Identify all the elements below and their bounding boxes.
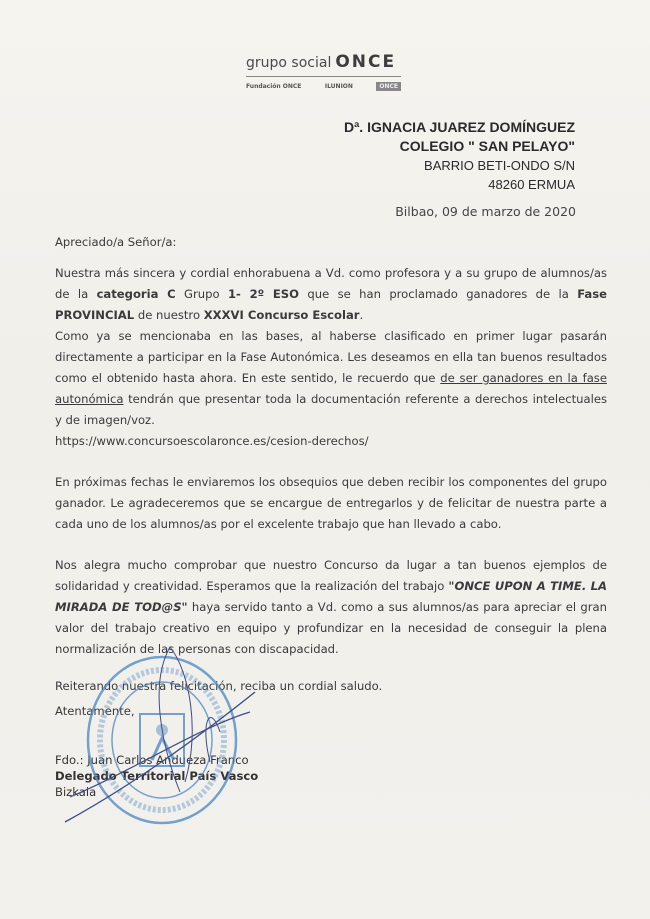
rights-link[interactable]: https://www.concursoescolaronce.es/cesion-derechos/ <box>55 434 369 448</box>
recipient-school: COLEGIO " SAN PELAYO" <box>399 138 575 154</box>
paragraph-work <box>55 555 607 660</box>
work-title: "ONCE UPON A TIME. LA MIRADA DE TOD@S" <box>55 579 607 614</box>
signer-location: Bizkaia <box>55 785 97 799</box>
paragraph-gifts: En próximas fechas le enviaremos los obsequios que deben recibir los componentes del grupo ganador. Le agradeceremos que se encargue de entregarlos y de felicitar de nuestra parte a cada uno de los alumnos/as por el excelente trabajo que han llevado a cabo. <box>55 475 607 531</box>
logo-text-label: grupo social <box>246 55 332 71</box>
signer-title: Delegado Territorial País Vasco <box>55 769 259 783</box>
signature-block <box>55 752 607 800</box>
greeting: Apreciado/a Señor/a: <box>55 235 177 249</box>
paragraph-congratulations <box>55 263 607 326</box>
closing: Reiterando nuestra felicitación, reciba un cordial saludo. <box>55 679 383 693</box>
signed-by: Fdo.: Juan Carlos Andueza Franco <box>55 753 249 767</box>
logo-brand: ONCE <box>335 52 397 72</box>
once-logo: ONCE <box>376 82 401 91</box>
recipient-name: Dª. IGNACIA JUAREZ DOMÍNGUEZ <box>344 119 575 135</box>
text: . <box>359 308 364 322</box>
group: 1- 2º ESO <box>227 287 300 301</box>
contest-name: XXXVI Concurso Escolar <box>203 308 360 322</box>
ilunion-logo: ILUNION <box>324 83 353 90</box>
sign-off: Atentamente, <box>55 704 135 718</box>
text: Grupo <box>175 287 228 301</box>
underlined-text: de ser ganadores en la fase autonómica <box>55 371 607 406</box>
text: Como ya se mencionaba en las bases, al haberse clasificado en primer lugar pasarán directamente a participar en la Fase Autonómica. Les deseamos en ella tan buenos resultados como el obtenido hasta ahora. En este sentido, le recuerdo que <box>55 329 607 385</box>
phase: Fase PROVINCIAL <box>55 287 608 322</box>
paragraph-next-phase <box>55 326 607 431</box>
fundacion-once-logo: Fundación ONCE <box>246 83 302 90</box>
text: Nuestra más sincera y cordial enhorabuena a Vd. como profesora y a su grupo de alumnos/as de la <box>55 266 607 301</box>
text: tendrán que presentar toda la documentación referente a derechos intelectuales y de imagen/voz. <box>55 392 607 427</box>
recipient-street: BARRIO BETI-ONDO S/N <box>424 158 575 173</box>
text: Nos alegra mucho comprobar que nuestro Concurso da lugar a tan buenos ejemplos de solidaridad y creatividad. Esperamos que la realización del trabajo <box>55 558 607 593</box>
recipient-city: 48260 ERMUA <box>488 177 575 192</box>
letter-date: Bilbao, 09 de marzo de 2020 <box>395 204 576 219</box>
category: categoria C <box>96 287 176 301</box>
text: de nuestro <box>134 308 204 322</box>
text: haya servido tanto a Vd. como a sus alumnos/as para apreciar el gran valor del trabajo creativo en equipo y profundizar en la necesidad de conseguir la plena normalización de las personas con discapacidad. <box>55 600 607 656</box>
text: que se han proclamado ganadores de la <box>299 287 578 301</box>
letter-body <box>55 232 607 722</box>
